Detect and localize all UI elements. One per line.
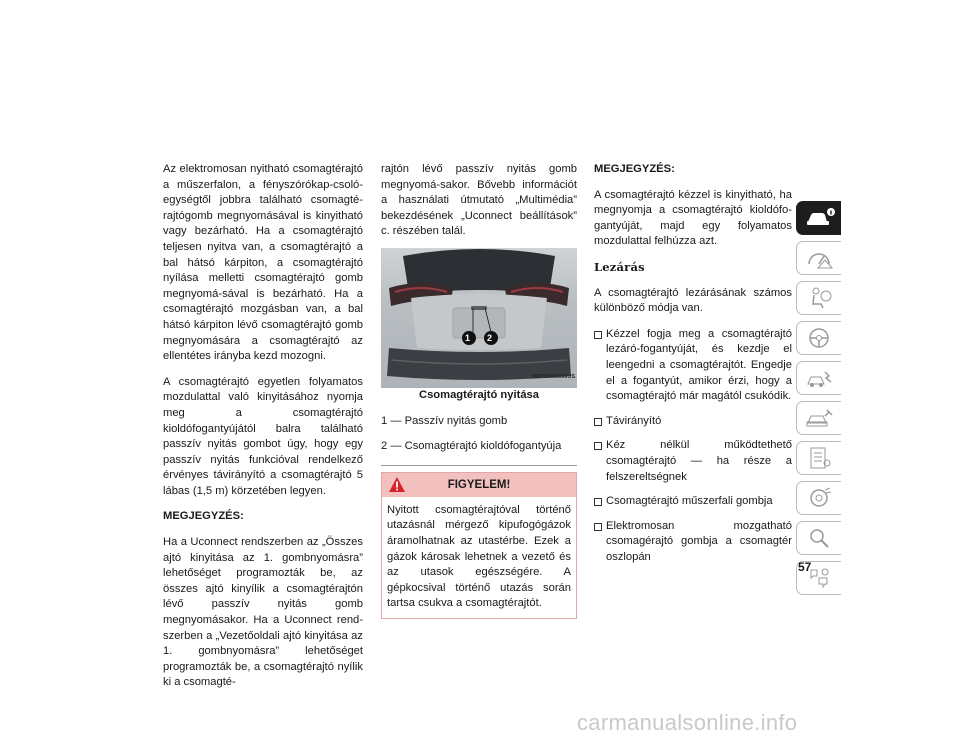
liftgate-photo [381, 248, 577, 388]
chapter-tabs [796, 201, 842, 601]
paragraph: Az elektromosan nyitható csomagtérajtó a műszerfalon, a fényszórókap-csoló-egységtől jobbra található csomagté-rajtógomb megnyomásával is kinyitható vagy bezárható. Ha a csomagtérajtó teljesen nyitva van, a csomagtérajtó a bal hátsó kárpiton, a csomagtérajtó nyílása melletti csomagtérajtó gomb megnyomá-sával is bezárható. Ha a csomagtérajtó mozgásban van, a bal hátsó kárpiton lévő csomagtérajtó gomb megnyomására a csomagtérajtó az ellentétes irányba kezd mozogni. [163, 163, 363, 363]
bullet-list [594, 327, 792, 566]
specifications-list-icon [805, 446, 835, 470]
car-service-icon [805, 406, 835, 430]
paragraph: rajtón lévő passzív nyitás gomb megnyomá-sakor. Bővebb információt a használati útmutató „Multimédia” bekezdésének „Uconnect beállítások” c. részében talál. [381, 163, 577, 238]
checkbox-bullet-icon [594, 523, 602, 531]
divider [381, 465, 577, 466]
paragraph: A csomagtérajtó egyetlen folyamatos mozdulattal való kinyitásához nyomja meg a csomagtérajtó kioldófogantyújától balra található passzív nyitás gombot úgy, hogy egy passzív nyitás funkcióval rendelkező érvényes távirányító a csomagtérajtó 5 lábas (1,5 m) körzetében legyen. [163, 375, 363, 497]
note-text: Ha a Uconnect rendszerben az „Összes ajtó kinyitása az 1. gombnyomásra” lehetőséget programozták be, az összes ajtó kinyílik a csomagtérajtón lévő passzív nyitás gomb megnyomásakor. Ha a Uconnect rend-szerben a „Vezetőoldali ajtó kinyitása az 1. gombnyomásra” lehetőséget programozták be, a csomagtérajtó nyílik ki a csomagté- [163, 536, 363, 689]
checkbox-bullet-icon [594, 442, 602, 450]
tab-index[interactable] [796, 521, 841, 555]
tab-dashboard[interactable] [796, 241, 841, 275]
tab-multimedia[interactable] [796, 481, 841, 515]
legend-item-1: 1 — Passzív nyitás gomb [381, 414, 508, 427]
checkbox-bullet-icon [594, 498, 602, 506]
tab-technical-specifications[interactable] [796, 441, 841, 475]
figure-code: M0310000036US [532, 374, 575, 381]
text-column-2 [381, 162, 577, 619]
checkbox-bullet-icon [594, 418, 602, 426]
tab-servicing-and-maintenance[interactable] [796, 401, 841, 435]
tab-starting-and-operating[interactable] [796, 321, 841, 355]
warning-heading: FIGYELEM! [447, 478, 511, 491]
text-column-1 [163, 162, 363, 701]
steering-wheel-icon [805, 326, 835, 350]
tab-safety[interactable] [796, 281, 841, 315]
list-item: Kéz nélkül működtethető csomagtérajtó — ha része a felszereltségnek [594, 438, 792, 485]
watermark: carmanualsonline.info [577, 710, 798, 735]
crash-car-icon [805, 366, 835, 390]
liftgate-illustration [381, 248, 577, 388]
list-item: Csomagtérajtó műszerfali gombja [594, 494, 792, 510]
legend-item-2: 2 — Csomagtérajtó kioldófogantyúja [381, 440, 562, 453]
airbag-seat-icon [805, 286, 835, 310]
dashboard-warning-icon [805, 246, 835, 270]
car-info-icon [805, 206, 835, 230]
tab-in-case-of-emergency[interactable] [796, 361, 841, 395]
page-number: 57 [798, 560, 812, 574]
multimedia-icon [805, 486, 835, 510]
warning-text: Nyitott csomagtérajtóval történő utazásnál mérgező kipufogógázok áramolhatnak az utastérbe. Ezek a gázok károsak lehetnek a vezető és az utasok egészségére. A gépkocsival történő utazás során tartsa csukva a csomagtérajtót. [387, 503, 571, 610]
search-index-icon [805, 526, 835, 550]
warning-triangle-icon [388, 476, 406, 493]
list-item: Távirányító [594, 414, 792, 430]
tab-getting-to-know-your-vehicle[interactable] [796, 201, 841, 235]
warning-box [381, 472, 577, 619]
note-text: A csomagtérajtó kézzel is kinyitható, ha megnyomja a csomagtérajtó kioldófo-gantyúját, majd egy folyamatos mozdulattal felhúzza azt. [594, 188, 792, 248]
figure-caption: Csomagtérajtó nyitása [419, 388, 539, 401]
paragraph: A csomagtérajtó lezárásának számos különböző módja van. [594, 286, 792, 315]
checkbox-bullet-icon [594, 331, 602, 339]
text-column-3 [594, 162, 792, 574]
note-heading: MEGJEGYZÉS: [594, 163, 675, 175]
callout-2: 2 [487, 332, 493, 343]
callout-1: 1 [465, 332, 471, 343]
list-item: Elektromosan mozgatható csomagérajtó gombja a csomagtér oszlopán [594, 519, 792, 566]
section-subheading: Lezárás [594, 259, 645, 274]
note-heading: MEGJEGYZÉS: [163, 510, 244, 523]
list-item: Kézzel fogja meg a csomagtérajtó lezáró-fogantyúját, és kezdje el leengedni a csomagtérajtót. Engedje el a fogantyút, amikor érzi, hogy a csomagtérajtó már magától csukódik. [594, 327, 792, 405]
warning-header [382, 473, 576, 497]
